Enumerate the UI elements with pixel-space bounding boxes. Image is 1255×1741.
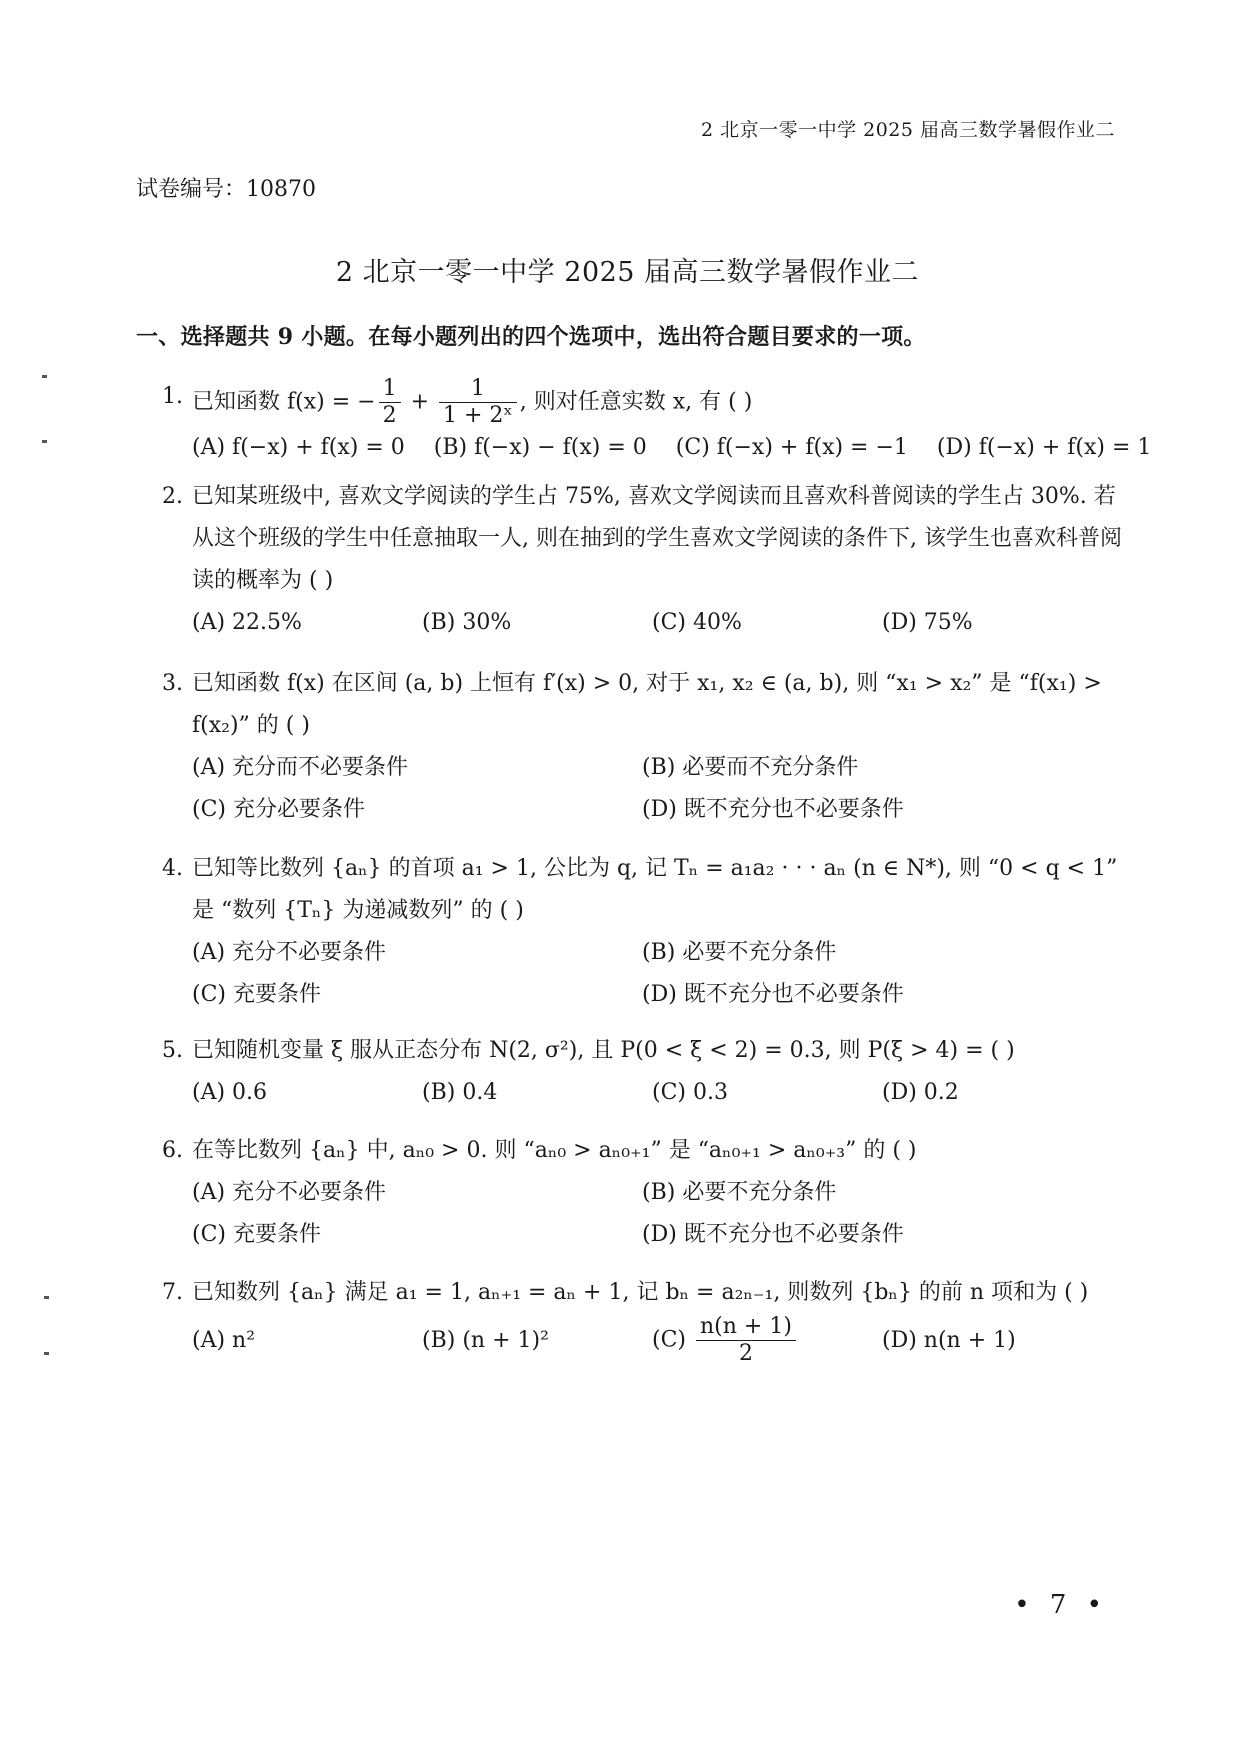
question-number: 1. bbox=[162, 384, 183, 409]
option-c: (C) 0.3 bbox=[652, 1080, 728, 1105]
option-b: (B) 30% bbox=[422, 610, 512, 635]
options-row bbox=[162, 602, 1122, 644]
option-d: (D) 75% bbox=[882, 610, 973, 635]
stem-text: 已知函数 f(x) = − bbox=[192, 389, 376, 415]
fraction-numerator: n(n + 1) bbox=[696, 1314, 796, 1341]
fraction bbox=[439, 376, 517, 429]
question-stem bbox=[162, 376, 1122, 429]
running-header: 2 北京一零一中学 2025 届高三数学暑假作业二 bbox=[700, 119, 1115, 141]
question-stem bbox=[162, 1272, 1122, 1314]
question-number: 5. bbox=[162, 1038, 183, 1063]
stem-text: 已知函数 f(x) 在区间 (a, b) 上恒有 f′(x) > 0, 对于 x₁, x₂ ∈ (a, b), 则 “x₁ > x₂” 是 “f(x₁) > f(x₂)” 的 ( ) bbox=[192, 671, 1102, 738]
option-b: (B) 必要而不充分条件 bbox=[642, 755, 859, 780]
fraction-numerator: 1 bbox=[379, 376, 401, 403]
question-stem bbox=[162, 663, 1122, 747]
stem-text: 已知数列 {aₙ} 满足 a₁ = 1, aₙ₊₁ = aₙ + 1, 记 bₙ = a₂ₙ₋₁, 则数列 {bₙ} 的前 n 项和为 ( ) bbox=[192, 1280, 1089, 1305]
option-a: (A) 充分不必要条件 bbox=[192, 940, 387, 965]
stem-text: , 则对任意实数 x, 有 ( ) bbox=[519, 389, 753, 415]
question-6 bbox=[162, 1130, 1122, 1256]
option-b: (B) 必要不充分条件 bbox=[642, 1180, 837, 1205]
page-title: 2 北京一零一中学 2025 届高三数学暑假作业二 bbox=[335, 257, 920, 288]
option-c: (C) 充要条件 bbox=[192, 1222, 321, 1247]
section-heading: 一、选择题共 9 小题。在每小题列出的四个选项中，选出符合题目要求的一项。 bbox=[136, 324, 926, 350]
scan-speck bbox=[42, 440, 47, 443]
options-row bbox=[162, 1314, 1122, 1367]
question-4 bbox=[162, 848, 1122, 1016]
option-b: (B) (n + 1)² bbox=[422, 1327, 549, 1353]
fraction-denominator: 1 + 2ˣ bbox=[443, 403, 513, 428]
option-a: (A) n² bbox=[192, 1327, 256, 1353]
page-number: • 7 • bbox=[1014, 1590, 1108, 1620]
question-1 bbox=[162, 376, 1152, 469]
option-c: (C) f(−x) + f(x) = −1 bbox=[675, 435, 908, 460]
option-b: (B) 必要不充分条件 bbox=[642, 940, 837, 965]
question-number: 2. bbox=[162, 484, 183, 509]
stem-text: 已知某班级中, 喜欢文学阅读的学生占 75%, 喜欢文学阅读而且喜欢科普阅读的学生占 30%. 若从这个班级的学生中任意抽取一人, 则在抽到的学生喜欢文学阅读的条件下, 该学生也喜欢科普阅读的概率为 ( ) bbox=[192, 484, 1122, 593]
option-c bbox=[652, 1314, 882, 1367]
option-a: (A) 充分不必要条件 bbox=[192, 1180, 387, 1205]
option-c: (C) 充分必要条件 bbox=[192, 797, 365, 822]
question-number: 6. bbox=[162, 1138, 183, 1163]
question-stem bbox=[162, 1130, 1122, 1172]
option-d: (D) 既不充分也不必要条件 bbox=[642, 982, 904, 1007]
scan-speck bbox=[42, 375, 47, 378]
exam-number: 试卷编号：10870 bbox=[136, 177, 316, 202]
stem-text: 已知随机变量 ξ 服从正态分布 N(2, σ²), 且 P(0 < ξ < 2) = 0.3, 则 P(ξ > 4) = ( ) bbox=[192, 1038, 1015, 1063]
question-number: 4. bbox=[162, 856, 183, 881]
fraction-numerator: 1 bbox=[439, 376, 517, 403]
scan-speck bbox=[44, 1352, 49, 1355]
question-stem bbox=[162, 1030, 1122, 1072]
fraction bbox=[379, 376, 401, 429]
option-d: (D) 0.2 bbox=[882, 1080, 959, 1105]
options-row bbox=[162, 1072, 1122, 1114]
fraction-denominator: 2 bbox=[738, 1341, 753, 1366]
stem-text: + bbox=[403, 389, 436, 415]
option-c-label: (C) bbox=[652, 1327, 686, 1353]
option-b: (B) f(−x) − f(x) = 0 bbox=[433, 435, 647, 460]
scan-speck bbox=[44, 1296, 49, 1299]
question-stem bbox=[162, 476, 1122, 602]
question-number: 3. bbox=[162, 671, 183, 696]
option-a: (A) f(−x) + f(x) = 0 bbox=[192, 435, 405, 460]
fraction bbox=[696, 1314, 796, 1367]
options-row bbox=[162, 427, 1152, 469]
stem-text: 已知等比数列 {aₙ} 的首项 a₁ > 1, 公比为 q, 记 Tₙ = a₁a₂ · · · aₙ (n ∈ N*), 则 “0 < q < 1” 是 “数列 {Tₙ} 为递减数列” 的 ( ) bbox=[192, 856, 1118, 923]
option-c: (C) 40% bbox=[652, 610, 742, 635]
option-b: (B) 0.4 bbox=[422, 1080, 498, 1105]
question-5 bbox=[162, 1030, 1122, 1114]
option-a: (A) 充分而不必要条件 bbox=[192, 755, 409, 780]
options-grid bbox=[162, 932, 1122, 1016]
options-grid bbox=[162, 1172, 1122, 1256]
option-d: (D) n(n + 1) bbox=[882, 1327, 1016, 1353]
question-number: 7. bbox=[162, 1280, 183, 1305]
question-stem bbox=[162, 848, 1122, 932]
option-d: (D) 既不充分也不必要条件 bbox=[642, 1222, 904, 1247]
question-2 bbox=[162, 476, 1122, 644]
question-3 bbox=[162, 663, 1122, 831]
option-a: (A) 0.6 bbox=[192, 1080, 268, 1105]
options-grid bbox=[162, 747, 1122, 831]
fraction-denominator: 2 bbox=[382, 403, 397, 428]
option-d: (D) 既不充分也不必要条件 bbox=[642, 797, 904, 822]
option-a: (A) 22.5% bbox=[192, 610, 302, 635]
question-7 bbox=[162, 1272, 1122, 1367]
option-d: (D) f(−x) + f(x) = 1 bbox=[936, 435, 1152, 460]
option-c: (C) 充要条件 bbox=[192, 982, 321, 1007]
stem-text: 在等比数列 {aₙ} 中, aₙ₀ > 0. 则 “aₙ₀ > aₙ₀₊₁” 是 “aₙ₀₊₁ > aₙ₀₊₃” 的 ( ) bbox=[192, 1138, 917, 1163]
